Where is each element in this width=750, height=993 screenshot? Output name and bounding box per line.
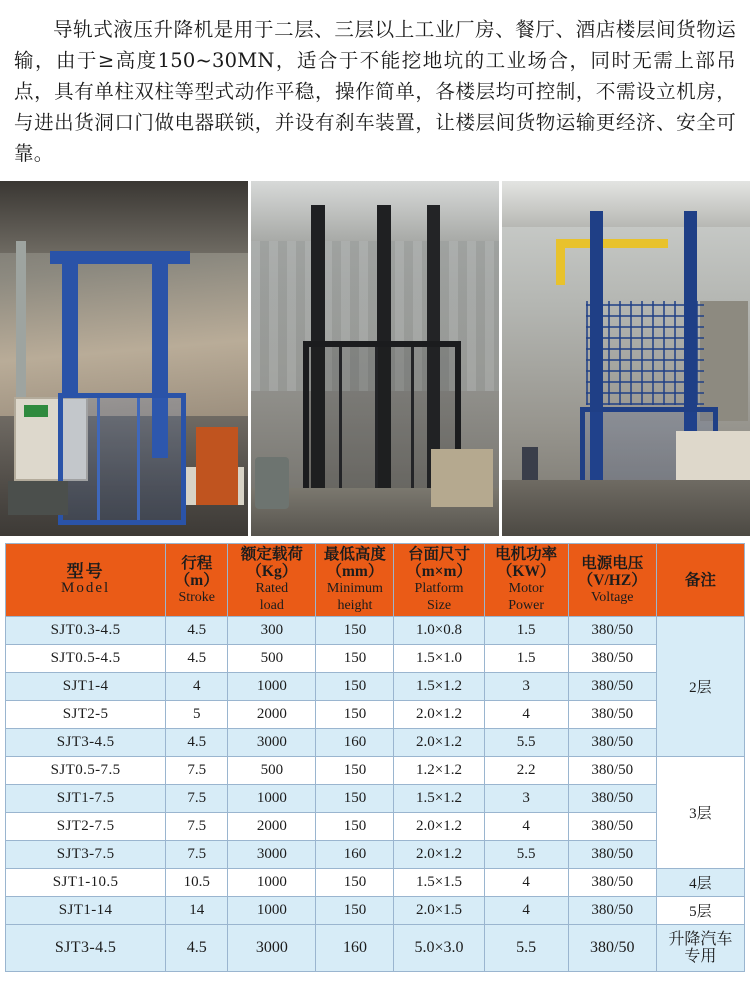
cell-size: 1.2×1.2: [394, 757, 484, 785]
cell-power: 2.2: [484, 757, 568, 785]
cell-load: 3000: [228, 841, 316, 869]
cell-size: 2.0×1.2: [394, 841, 484, 869]
cell-size: 2.0×1.5: [394, 897, 484, 925]
product-photo-1: [0, 181, 248, 536]
cell-power: 4: [484, 869, 568, 897]
cell-voltage: 380/50: [568, 897, 656, 925]
cell-remark: 3层: [656, 757, 744, 869]
photo3-yellow-post: [556, 239, 565, 285]
cell-load: 1000: [228, 785, 316, 813]
cell-height: 150: [316, 869, 394, 897]
specification-table: [5, 543, 745, 972]
cell-voltage: 380/50: [568, 701, 656, 729]
cell-power: 4: [484, 701, 568, 729]
cell-model: SJT1-4: [6, 673, 166, 701]
cell-remark: 5层: [656, 897, 744, 925]
cell-stroke: 4.5: [166, 617, 228, 645]
cell-remark: 2层: [656, 617, 744, 757]
cell-height: 160: [316, 729, 394, 757]
cell-voltage: 380/50: [568, 729, 656, 757]
cell-height: 150: [316, 757, 394, 785]
cell-model: SJT1-14: [6, 897, 166, 925]
cell-stroke: 4.5: [166, 925, 228, 972]
cell-power: 4: [484, 897, 568, 925]
table-row: [6, 897, 745, 925]
table-row: [6, 757, 745, 785]
cell-power: 5.5: [484, 841, 568, 869]
product-photo-2: [251, 181, 499, 536]
cell-height: 160: [316, 841, 394, 869]
table-row: [6, 729, 745, 757]
table-row: [6, 925, 745, 972]
cell-model: SJT1-10.5: [6, 869, 166, 897]
cell-voltage: 380/50: [568, 841, 656, 869]
column-header-stroke: 行程 （m） Stroke: [166, 544, 228, 617]
column-header-minimum-height: 最低高度 （mm） Minimum height: [316, 544, 394, 617]
cell-load: 3000: [228, 925, 316, 972]
cell-stroke: 7.5: [166, 841, 228, 869]
cell-size: 2.0×1.2: [394, 729, 484, 757]
cell-voltage: 380/50: [568, 869, 656, 897]
cell-remark: [656, 925, 744, 972]
table-row: [6, 785, 745, 813]
photo3-yellow-rail: [556, 239, 668, 248]
photo1-ceiling: [0, 181, 248, 253]
table-body: [6, 617, 745, 972]
cell-model: SJT0.5-7.5: [6, 757, 166, 785]
cell-load: 2000: [228, 701, 316, 729]
table-row: [6, 813, 745, 841]
cell-height: 150: [316, 897, 394, 925]
cell-model: SJT3-4.5: [6, 729, 166, 757]
cell-stroke: 5: [166, 701, 228, 729]
cell-model: SJT2-5: [6, 701, 166, 729]
cell-size: 1.5×1.0: [394, 645, 484, 673]
cell-stroke: 7.5: [166, 757, 228, 785]
photo2-drum: [255, 457, 289, 509]
cell-height: 150: [316, 673, 394, 701]
cell-stroke: 4: [166, 673, 228, 701]
table-row: [6, 869, 745, 897]
cell-stroke: 14: [166, 897, 228, 925]
column-header-model: 型号 Model: [6, 544, 166, 617]
column-header-voltage: 电源电压 （V/HZ） Voltage: [568, 544, 656, 617]
cell-voltage: 380/50: [568, 645, 656, 673]
cell-load: 1000: [228, 673, 316, 701]
cell-remark: 4层: [656, 869, 744, 897]
cell-height: 150: [316, 813, 394, 841]
table-row: [6, 617, 745, 645]
cell-stroke: 10.5: [166, 869, 228, 897]
cell-model: SJT1-7.5: [6, 785, 166, 813]
cell-load: 1000: [228, 869, 316, 897]
table-header-row: [6, 544, 745, 617]
column-header-remark: 备注: [656, 544, 744, 617]
cell-size: 1.0×0.8: [394, 617, 484, 645]
photo3-mesh-guard: [586, 301, 704, 405]
cell-size: 2.0×1.2: [394, 701, 484, 729]
cell-model: SJT3-7.5: [6, 841, 166, 869]
product-photo-3: [502, 181, 750, 536]
cell-load: 1000: [228, 897, 316, 925]
cell-model: SJT0.3-4.5: [6, 617, 166, 645]
table-row: [6, 673, 745, 701]
cell-load: 500: [228, 757, 316, 785]
photo3-rack: [700, 301, 748, 421]
cell-size: 2.0×1.2: [394, 813, 484, 841]
cell-size: 1.5×1.2: [394, 785, 484, 813]
cell-remark-line1: 升降汽车: [668, 931, 733, 948]
cell-height: 150: [316, 617, 394, 645]
photo1-boxes: [8, 481, 68, 515]
cell-stroke: 7.5: [166, 785, 228, 813]
cell-model: SJT0.5-4.5: [6, 645, 166, 673]
cell-power: 1.5: [484, 617, 568, 645]
cell-stroke: 4.5: [166, 729, 228, 757]
cell-model: SJT3-4.5: [6, 925, 166, 972]
cell-height: 160: [316, 925, 394, 972]
cell-size: 1.5×1.2: [394, 673, 484, 701]
cell-height: 150: [316, 645, 394, 673]
photo2-roof: [251, 181, 499, 241]
cell-voltage: 380/50: [568, 673, 656, 701]
cell-load: 300: [228, 617, 316, 645]
column-header-platform-size: 台面尺寸 （m×m） Platform Size: [394, 544, 484, 617]
table-row: [6, 645, 745, 673]
cell-stroke: 7.5: [166, 813, 228, 841]
column-header-motor-power: 电机功率 （KW） Motor Power: [484, 544, 568, 617]
photo1-cart: [196, 427, 238, 505]
product-photo-strip: [0, 181, 750, 536]
photo2-pallet: [431, 449, 493, 507]
photo1-exit-sign: [24, 405, 48, 417]
column-header-rated-load: 额定载荷 （Kg） Rated load: [228, 544, 316, 617]
product-description: 导轨式液压升降机是用于二层、三层以上工业厂房、餐厅、酒店楼层间货物运输，由于≥高度150~30MN，适合于不能挖地坑的工业场合，同时无需上部吊点，具有单柱双柱等型式动作平稳，操作简单，各楼层均可控制，不需设立机房，与进出货洞口门做电器联锁，并设有刹车装置，让楼层间货物运输更经济、安全可靠。: [14, 18, 736, 165]
cell-power: 5.5: [484, 925, 568, 972]
cell-height: 150: [316, 785, 394, 813]
cell-remark-line2: 专用: [684, 948, 717, 965]
cell-voltage: 380/50: [568, 785, 656, 813]
cell-height: 150: [316, 701, 394, 729]
cell-size: 5.0×3.0: [394, 925, 484, 972]
cell-load: 3000: [228, 729, 316, 757]
cell-voltage: 380/50: [568, 813, 656, 841]
cell-power: 1.5: [484, 645, 568, 673]
cell-power: 5.5: [484, 729, 568, 757]
cell-voltage: 380/50: [568, 617, 656, 645]
cell-load: 500: [228, 645, 316, 673]
cell-size: 1.5×1.5: [394, 869, 484, 897]
photo1-lift-cage: [58, 393, 186, 525]
cell-stroke: 4.5: [166, 645, 228, 673]
cell-power: 4: [484, 813, 568, 841]
cell-power: 3: [484, 785, 568, 813]
photo3-roof-beams: [502, 181, 750, 227]
photo3-floor: [502, 480, 750, 536]
cell-voltage: 380/50: [568, 757, 656, 785]
table-row: [6, 701, 745, 729]
cell-power: 3: [484, 673, 568, 701]
table-row: [6, 841, 745, 869]
cell-voltage: 380/50: [568, 925, 656, 972]
cell-load: 2000: [228, 813, 316, 841]
cell-model: SJT2-7.5: [6, 813, 166, 841]
